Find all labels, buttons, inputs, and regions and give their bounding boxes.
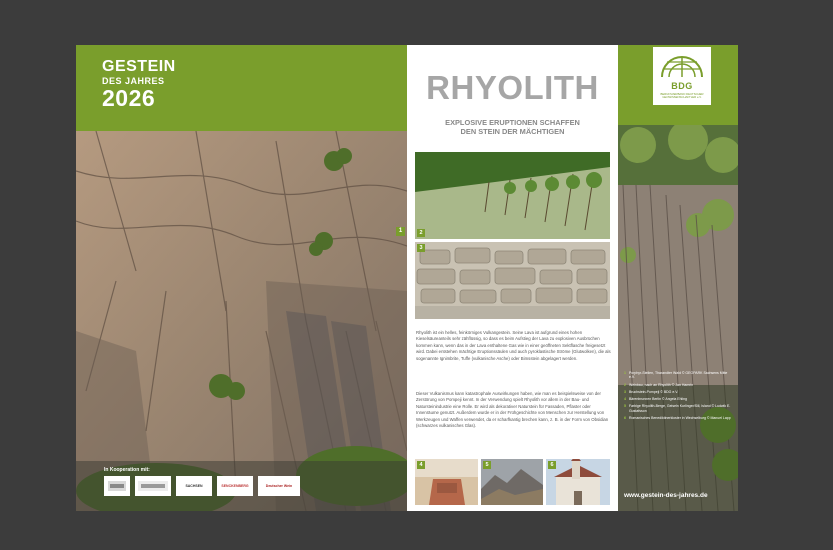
subtitle-line-1: EXPLOSIVE ERUPTIONEN SCHAFFEN: [445, 118, 580, 127]
subtitle-line-2: DEN STEIN DER MÄCHTIGEN: [460, 127, 565, 136]
partner-logo-2: [135, 476, 171, 496]
caption-6: [624, 416, 734, 420]
bdg-logo-subtitle: BERUFSVERBAND DEUTSCHER GEOWISSENSCHAFTLER e.V.: [660, 92, 704, 100]
caption-1: [624, 371, 734, 380]
caption-text: Farbige Rhyolith-Berge, Geiseln Kurlinger/Sill, Island © Ludwik E. Gustafsson: [628, 404, 731, 413]
monastery-photo: [546, 459, 610, 505]
caption-number: 5: [624, 404, 626, 409]
caption-text: Bruchstein-Pompeji © BDG e.V.: [628, 389, 679, 394]
gdj-line-1: GESTEIN: [102, 58, 176, 75]
page-title: RHYOLITH: [426, 69, 599, 106]
page-subtitle: [407, 118, 618, 136]
partner-logo-1: [104, 476, 130, 496]
body-paragraph-2: Dieser Vulkanismus kann katastrophale Auswirkungen haben, wie man es beispielsweise von der Zerstörung von Pompeji kennt. In der Verwendung spielt Rhyolith vor allem in der Bau- und Natursteinindustrie eine Rolle. Er wird als dekorativer Naturstein für Fassaden, Pflaster oder Innenräume genutzt. Außerdem wurde er in der Frühgeschichte von Menschen zur Herstellung von Werkzeugen und Waffen verwendet, da er scharfkantig brechen kann, z. B. in der Form von Obsidian (schwarzes vulkanisches Glas).: [416, 391, 609, 429]
photo-number-2: 2: [417, 229, 425, 237]
caption-number: 1: [624, 371, 626, 375]
caption-text: Porphyr-Steilen, Tharandter Wald © GEOPARK Sachsens Mitte e.V.: [628, 371, 728, 380]
caption-number: 4: [624, 397, 626, 402]
caption-text: Weinbau, nach an Rhyolith © Jan Hamrin: [628, 382, 694, 387]
left-panel: [76, 45, 407, 511]
photo-number-3: 3: [417, 244, 425, 252]
vineyard-photo: [415, 152, 610, 239]
poster: [76, 45, 738, 511]
globe-icon: [653, 47, 711, 81]
caption-4: [624, 397, 734, 401]
photo-number-6: 6: [548, 461, 556, 469]
caption-2: [624, 383, 734, 387]
gdj-year: 2026: [102, 85, 156, 111]
stone-wall-photo: [415, 242, 610, 319]
rhyolite-columns-photo: [618, 125, 738, 511]
caption-number: 6: [624, 416, 626, 421]
partner-logo-wein: Deutscher Wein: [258, 476, 300, 496]
middle-panel: [407, 45, 618, 511]
rhyolite-mountains-photo: [481, 459, 543, 505]
partner-logo-sachsen: SACHSEN: [176, 476, 212, 496]
cooperation-label: In Kooperation mit:: [104, 467, 150, 473]
caption-3: [624, 390, 734, 394]
gestein-des-jahres-title: [102, 59, 176, 110]
caption-text: Bärenbrunnen Berlin © Angela Ehling: [628, 397, 687, 402]
bdg-logo-text: BDG: [671, 81, 693, 91]
caption-number: 2: [624, 382, 626, 387]
gdj-line-2: DES JAHRES: [102, 76, 165, 86]
caption-number: 3: [624, 389, 626, 394]
fountain-photo: [415, 459, 478, 505]
photo-number-4: 4: [417, 461, 425, 469]
caption-5: [624, 404, 734, 413]
photo-number-1: 1: [396, 227, 405, 236]
photo-number-5: 5: [483, 461, 491, 469]
partner-logo-senckenberg: SENCKENBERG: [217, 476, 253, 496]
bdg-logo: [653, 47, 711, 105]
rhyolite-cliff-photo: [76, 131, 407, 511]
website-link[interactable]: www.gestein-des-jahres.de: [624, 492, 708, 499]
right-panel: [618, 45, 738, 511]
body-paragraph-1: Rhyolith ist ein helles, feinkörniges Vulkangestein. Seine Lava ist aufgrund eines hohen Kieselsäureanteils sehr zähflüssig, so dass es beim Aufstieg der Lava zu explosiven Ausbrüchen kommen kann, wenn das in der Lava enthaltene Gas wie in einer geöffneten Sektflasche freigesetzt wird. Dabei entstehen mächtige Eruptionssäulen und auch pyroklastische Ströme (Glutwolken), die als sogenannte Ignimbrite, Tuffe (vulkanische Asche) oder Bimsstein abgelagert werden.: [416, 330, 611, 361]
caption-text: Romanisches Benediktinerkloster in Wechselburg © Manuel Lapp: [628, 416, 731, 421]
photo-captions: [624, 371, 734, 423]
partner-logos: [104, 476, 300, 496]
